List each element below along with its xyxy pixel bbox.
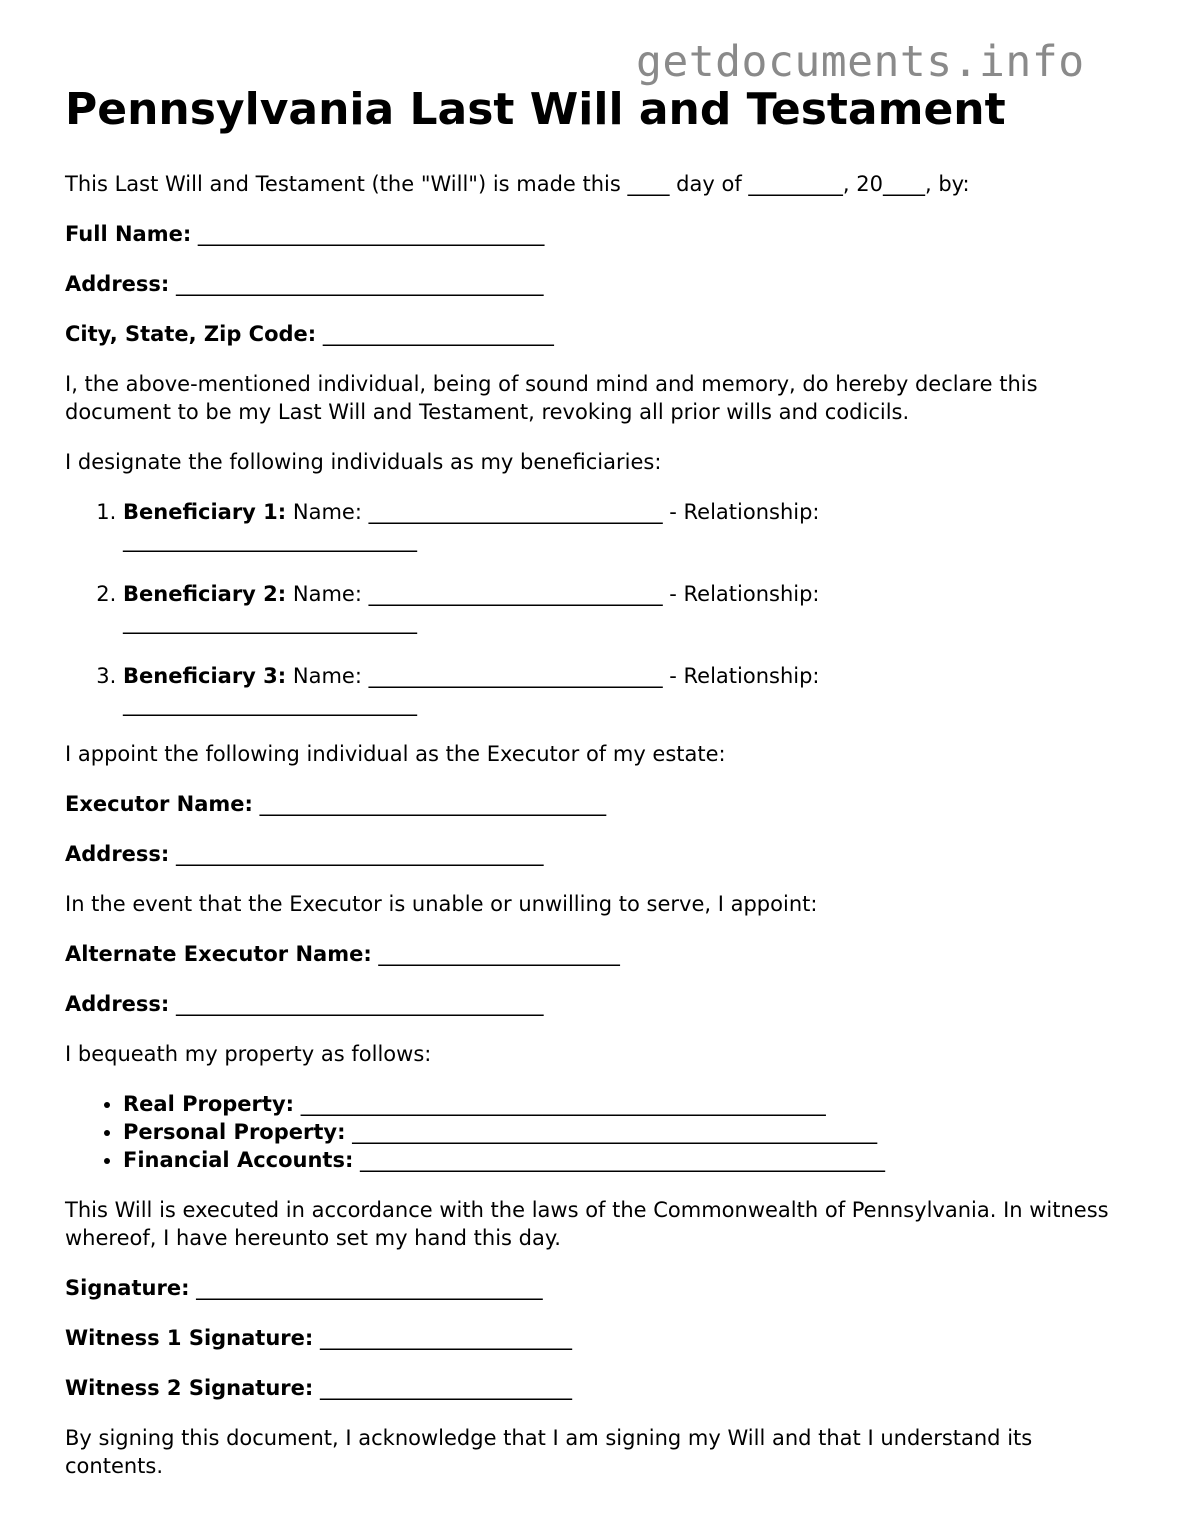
- full-name-field: [65, 220, 1125, 248]
- beneficiary-label: Beneficiary 2:: [123, 582, 287, 606]
- watermark: getdocuments.info: [636, 37, 1085, 87]
- beneficiary-fields: Name: ____________________________ - Relationship: ____________________________: [123, 500, 827, 552]
- witness1-signature-label: Witness 1 Signature:: [65, 1326, 314, 1350]
- alternate-executor-address-field: [65, 990, 1125, 1018]
- witness1-signature-field: [65, 1324, 1125, 1352]
- beneficiaries-intro: I designate the following individuals as my beneficiaries:: [65, 450, 662, 474]
- witness2-signature-blank: ________________________: [313, 1376, 572, 1400]
- witness1-signature-blank: ________________________: [313, 1326, 572, 1350]
- intro-paragraph: This Last Will and Testament (the "Will") is made this ____ day of _________, 20____, by:: [65, 172, 970, 196]
- signature-blank: _________________________________: [189, 1276, 543, 1300]
- executor-name-blank: _________________________________: [252, 792, 607, 816]
- property-label: Real Property:: [123, 1092, 295, 1116]
- full-name-blank: _________________________________: [191, 222, 545, 246]
- property-item: [123, 1118, 1125, 1146]
- city-state-zip-label: City, State, Zip Code:: [65, 322, 317, 346]
- page-title: Pennsylvania Last Will and Testament: [65, 84, 1006, 135]
- beneficiary-item: [123, 498, 923, 554]
- property-intro: I bequeath my property as follows:: [65, 1042, 432, 1066]
- property-item: [123, 1146, 1125, 1174]
- executor-address-label: Address:: [65, 842, 170, 866]
- alternate-intro: In the event that the Executor is unable or unwilling to serve, I appoint:: [65, 892, 818, 916]
- property-list: [65, 1090, 1125, 1174]
- declaration-paragraph: I, the above-mentioned individual, being of sound mind and memory, do hereby declare this document to be my Last Will and Testament, revoking all prior wills and codicils.: [65, 372, 1045, 424]
- beneficiary-item: [123, 662, 923, 718]
- property-blank: __________________________________________________: [294, 1092, 826, 1116]
- beneficiary-item: [123, 580, 923, 636]
- property-label: Personal Property:: [123, 1120, 346, 1144]
- beneficiary-fields: Name: ____________________________ - Relationship: ____________________________: [123, 582, 827, 634]
- witness2-signature-label: Witness 2 Signature:: [65, 1376, 314, 1400]
- beneficiary-label: Beneficiary 3:: [123, 664, 287, 688]
- beneficiary-label: Beneficiary 1:: [123, 500, 287, 524]
- alternate-executor-address-blank: ___________________________________: [169, 992, 544, 1016]
- address-blank: ___________________________________: [169, 272, 544, 296]
- alternate-executor-name-field: [65, 940, 1125, 968]
- property-blank: __________________________________________________: [345, 1120, 878, 1144]
- address-label: Address:: [65, 272, 170, 296]
- property-label: Financial Accounts:: [123, 1148, 354, 1172]
- executor-name-label: Executor Name:: [65, 792, 253, 816]
- executor-intro: I appoint the following individual as the Executor of my estate:: [65, 742, 726, 766]
- signature-label: Signature:: [65, 1276, 190, 1300]
- city-state-zip-field: [65, 320, 1125, 348]
- acknowledgment-paragraph: By signing this document, I acknowledge that I am signing my Will and that I understand its contents.: [65, 1426, 1039, 1478]
- document-body: [65, 80, 1125, 1480]
- witness2-signature-field: [65, 1374, 1125, 1402]
- executor-name-field: [65, 790, 1125, 818]
- beneficiaries-list: [65, 498, 923, 718]
- beneficiary-fields: Name: ____________________________ - Relationship: ____________________________: [123, 664, 827, 716]
- address-field: [65, 270, 1125, 298]
- executor-address-blank: ___________________________________: [169, 842, 544, 866]
- property-blank: __________________________________________________: [353, 1148, 886, 1172]
- alternate-executor-name-label: Alternate Executor Name:: [65, 942, 372, 966]
- execution-paragraph: This Will is executed in accordance with the laws of the Commonwealth of Pennsylvania. In witness whereof, I have hereunto set my hand this day.: [65, 1198, 1116, 1250]
- signature-field: [65, 1274, 1125, 1302]
- alternate-executor-name-blank: _______________________: [371, 942, 620, 966]
- city-state-zip-blank: ______________________: [316, 322, 554, 346]
- alternate-executor-address-label: Address:: [65, 992, 170, 1016]
- full-name-label: Full Name:: [65, 222, 192, 246]
- property-item: [123, 1090, 1125, 1118]
- executor-address-field: [65, 840, 1125, 868]
